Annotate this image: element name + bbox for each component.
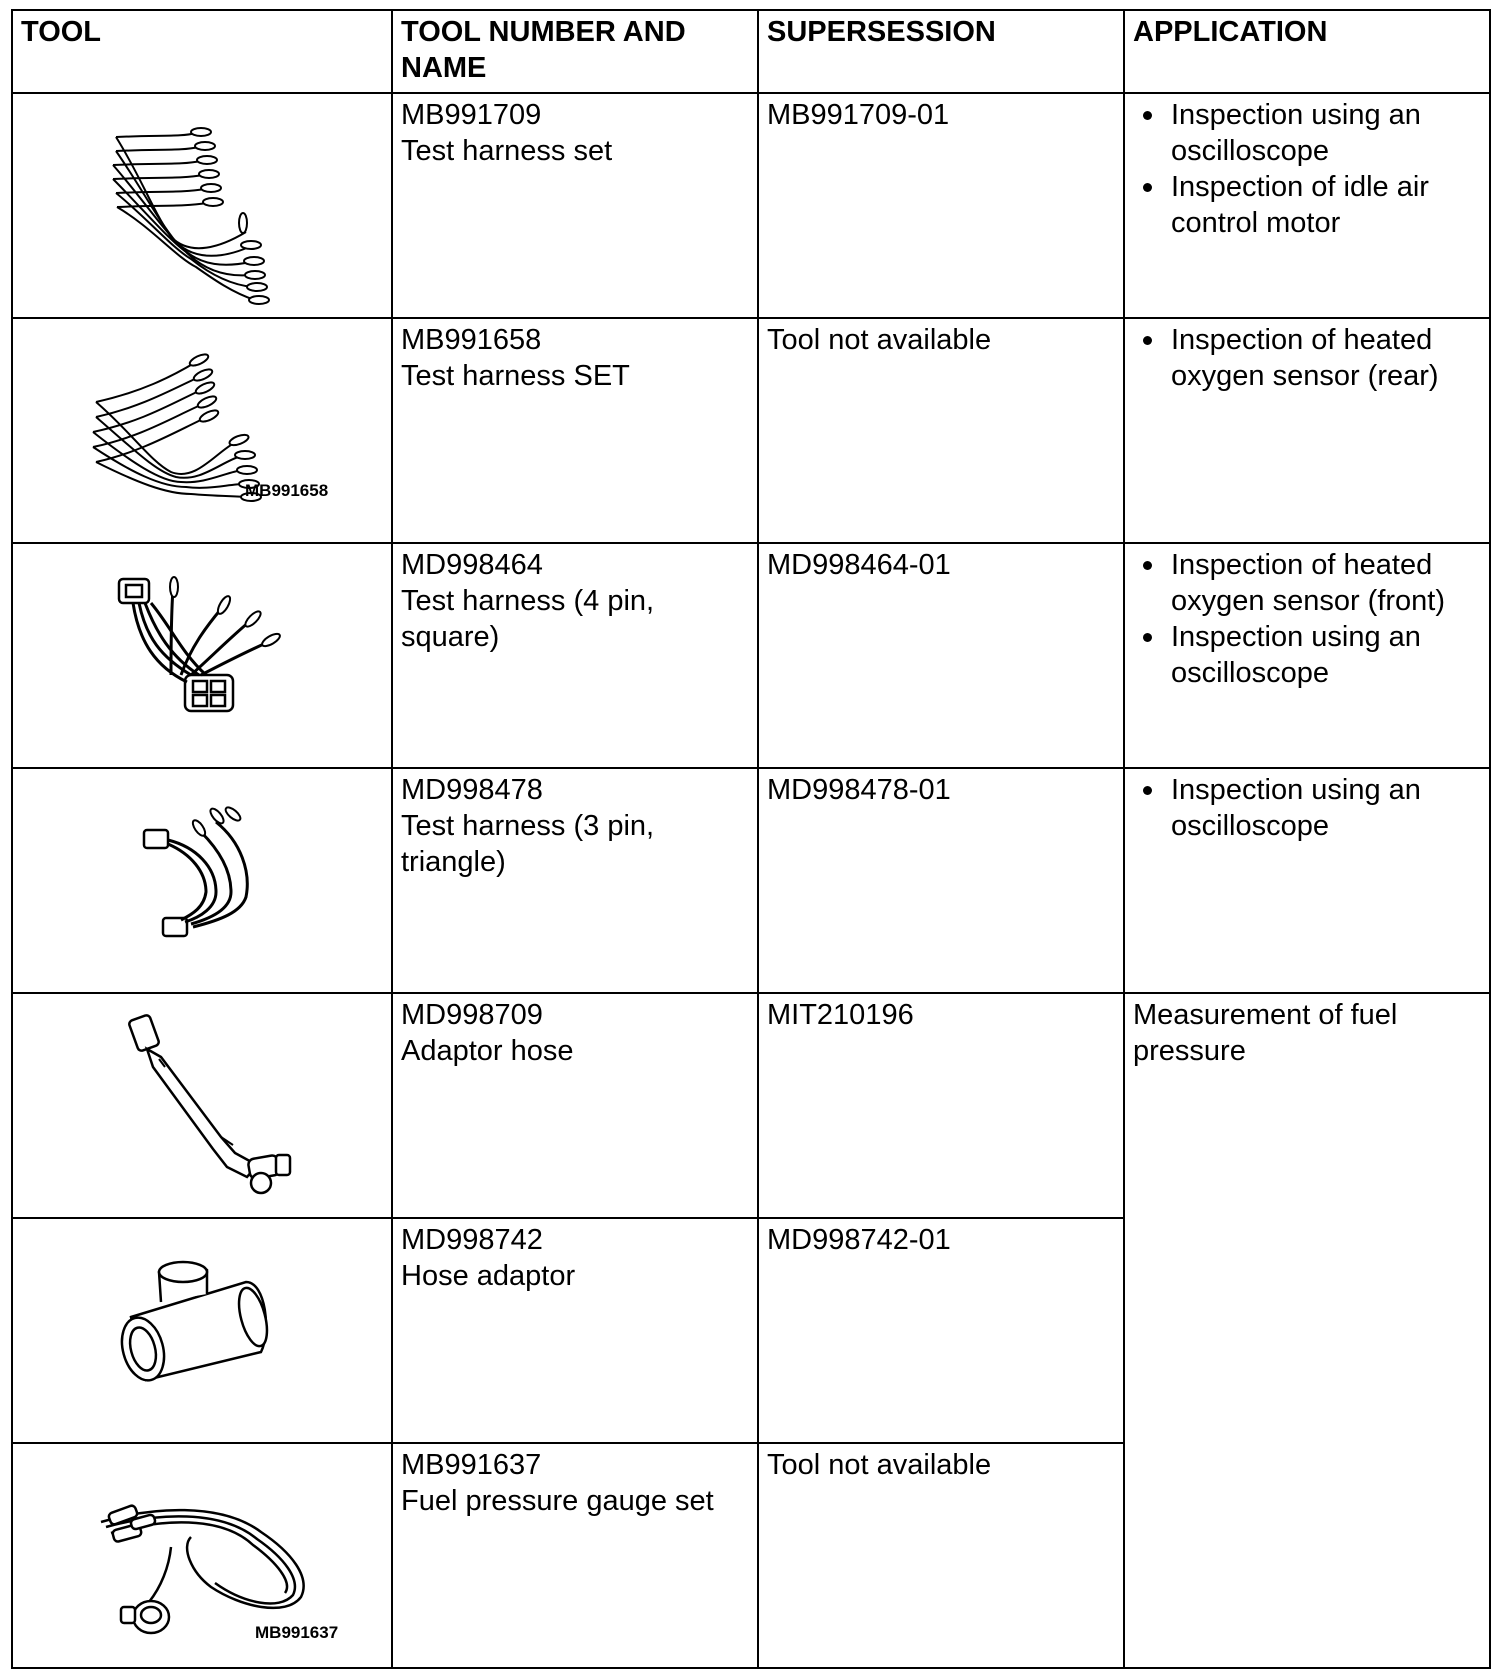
tool-image-caption: MB991658 xyxy=(245,481,329,500)
supersession-cell: MD998464-01 xyxy=(758,543,1124,768)
supersession-cell: Tool not available xyxy=(758,1443,1124,1668)
tool-image-cell xyxy=(12,93,392,318)
supersession-cell: Tool not available xyxy=(758,318,1124,543)
supersession-cell: MIT210196 xyxy=(758,993,1124,1218)
table-row xyxy=(12,93,1490,318)
test-harness-set-icon xyxy=(21,97,383,317)
header-tool: TOOL xyxy=(12,10,392,93)
application-text: oscilloscope xyxy=(1171,135,1329,167)
application-text: Inspection using an xyxy=(1171,621,1421,653)
application-text: oxygen sensor (front) xyxy=(1171,585,1446,617)
tool-number-cell xyxy=(392,1218,758,1443)
tool-number-cell xyxy=(392,993,758,1218)
tool-name: Fuel pressure gauge set xyxy=(401,1485,714,1517)
supersession-cell: MB991709-01 xyxy=(758,93,1124,318)
special-tools-table xyxy=(11,9,1491,1669)
tool-image-cell xyxy=(12,318,392,543)
tool-number: MB991709 xyxy=(401,99,542,131)
test-harness-4-pin-square-icon xyxy=(21,547,383,767)
tool-image-cell xyxy=(12,543,392,768)
tool-image-cell xyxy=(12,768,392,993)
application-text: Inspection of heated xyxy=(1171,324,1433,356)
application-text: pressure xyxy=(1133,1035,1246,1067)
application-cell-shared xyxy=(1124,993,1490,1668)
header-application: APPLICATION xyxy=(1124,10,1490,93)
header-supersession: SUPERSESSION xyxy=(758,10,1124,93)
application-item xyxy=(1171,619,1481,691)
tool-name-line1: Test harness (4 pin, xyxy=(401,585,655,617)
tool-number-cell xyxy=(392,318,758,543)
test-harness-set-icon xyxy=(21,322,383,542)
tool-number-cell xyxy=(392,543,758,768)
application-text: control motor xyxy=(1171,207,1341,239)
tool-image-cell xyxy=(12,993,392,1218)
application-text: Inspection of heated xyxy=(1171,549,1433,581)
tool-number: MB991637 xyxy=(401,1449,542,1481)
application-text: Inspection of idle air xyxy=(1171,171,1429,203)
application-cell xyxy=(1124,768,1490,993)
tool-name: Adaptor hose xyxy=(401,1035,574,1067)
header-tool-number-line2: NAME xyxy=(401,52,487,84)
application-cell xyxy=(1124,318,1490,543)
table-row xyxy=(12,768,1490,993)
application-text: oscilloscope xyxy=(1171,657,1329,689)
application-item xyxy=(1171,322,1481,394)
tool-image-caption: MB991637 xyxy=(255,1623,339,1642)
tool-number: MD998464 xyxy=(401,549,543,581)
tool-name-line1: Test harness (3 pin, xyxy=(401,810,655,842)
hose-adaptor-icon xyxy=(21,1222,383,1442)
application-cell xyxy=(1124,93,1490,318)
tool-number-cell xyxy=(392,1443,758,1668)
tool-name: Test harness SET xyxy=(401,360,630,392)
application-text: Inspection using an xyxy=(1171,774,1421,806)
tool-number: MD998709 xyxy=(401,999,543,1031)
tool-image-cell xyxy=(12,1218,392,1443)
tool-name-line2: square) xyxy=(401,621,500,653)
tool-name-line2: triangle) xyxy=(401,846,506,878)
application-cell xyxy=(1124,543,1490,768)
application-text: oxygen sensor (rear) xyxy=(1171,360,1439,392)
application-text: Measurement of fuel xyxy=(1133,999,1398,1031)
application-item xyxy=(1171,97,1481,169)
tool-name: Test harness set xyxy=(401,135,613,167)
header-row xyxy=(12,10,1490,93)
test-harness-3-pin-triangle-icon xyxy=(21,772,383,992)
application-item xyxy=(1171,547,1481,619)
tool-number: MB991658 xyxy=(401,324,542,356)
application-text: Inspection using an xyxy=(1171,99,1421,131)
tool-name: Hose adaptor xyxy=(401,1260,576,1292)
header-tool-number-name xyxy=(392,10,758,93)
adaptor-hose-icon xyxy=(21,997,383,1217)
tool-number-cell xyxy=(392,768,758,993)
header-tool-number-line1: TOOL NUMBER AND xyxy=(401,16,686,48)
table-row xyxy=(12,993,1490,1218)
supersession-cell: MD998742-01 xyxy=(758,1218,1124,1443)
tool-number: MD998742 xyxy=(401,1224,543,1256)
application-text: oscilloscope xyxy=(1171,810,1329,842)
table-row xyxy=(12,543,1490,768)
tool-number: MD998478 xyxy=(401,774,543,806)
table-row xyxy=(12,318,1490,543)
application-item xyxy=(1171,772,1481,844)
tool-number-cell xyxy=(392,93,758,318)
supersession-cell: MD998478-01 xyxy=(758,768,1124,993)
application-item xyxy=(1171,169,1481,241)
tool-image-cell xyxy=(12,1443,392,1668)
